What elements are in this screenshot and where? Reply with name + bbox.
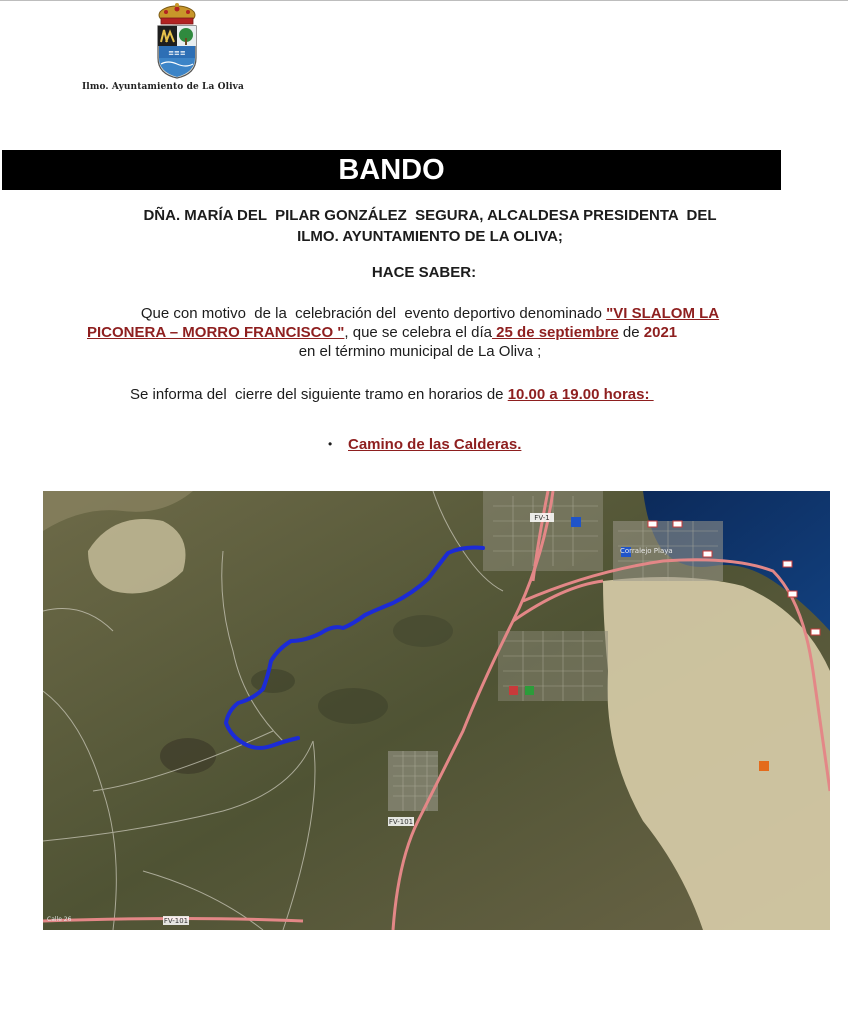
road-name: Camino de las Calderas.: [348, 436, 522, 453]
event-date: 25 de septiembre: [492, 324, 619, 341]
event-name-part-2: PICONERA – MORRO FRANCISCO ": [87, 324, 345, 341]
closure-hours: 10.00 a 19.00 horas:: [507, 386, 654, 403]
road-label-fv101b: FV-101: [163, 917, 189, 925]
org-name: Ilmo. Ayuntamiento de La Oliva: [82, 82, 244, 92]
event-name-part-1: "VI SLALOM LA: [606, 305, 720, 322]
volcano-crater: [251, 669, 295, 693]
top-border: [0, 0, 848, 1]
hace-saber: HACE SABER:: [371, 264, 477, 281]
town-label: Corralejo Playa: [620, 547, 673, 555]
paragraph-line-1: [70, 304, 790, 323]
route-map: [43, 491, 830, 930]
event-year: 2021: [643, 324, 678, 341]
para-de: de: [618, 324, 644, 341]
heading-line-2: ILMO. AYUNTAMIENTO DE LA OLIVA;: [297, 228, 563, 245]
poi-marker-icon: [525, 686, 534, 695]
town-area: [483, 491, 603, 571]
heading-line-1: DÑA. MARÍA DEL PILAR GONZÁLEZ SEGURA, ALCALDESA PRESIDENTA DEL: [143, 207, 717, 224]
hotel-marker-icon: [648, 521, 657, 527]
bullet-icon: •: [328, 437, 333, 451]
town-area: [388, 751, 438, 811]
para-mid: , que se celebra el día: [344, 324, 493, 341]
volcano-crater: [318, 688, 388, 724]
closure-text-row: [130, 386, 654, 403]
coat-of-arms-logo: [150, 2, 204, 80]
notice-heading: [60, 205, 800, 247]
svg-text:≡≡≡: ≡≡≡: [168, 49, 186, 57]
para-intro: Que con motivo de la celebración del evento deportivo denominado: [140, 305, 607, 322]
volcano-crater: [393, 615, 453, 647]
hotel-marker-icon: [783, 561, 792, 567]
paragraph-line-2: [70, 323, 790, 342]
notice-paragraph: [70, 304, 790, 361]
hotel-marker-icon: [673, 521, 682, 527]
hotel-marker-icon: [788, 591, 797, 597]
volcano-crater: [160, 738, 216, 774]
road-label-fv101: FV-101: [388, 818, 414, 826]
closure-text: Se informa del cierre del siguiente tramo en horarios de: [130, 386, 508, 403]
poi-marker-icon: [759, 761, 769, 771]
street-label: Calle 26: [47, 916, 72, 923]
poi-marker-icon: [571, 517, 581, 527]
hotel-marker-icon: [703, 551, 712, 557]
hotel-marker-icon: [811, 629, 820, 635]
road-list-item: [328, 436, 521, 453]
poi-marker-icon: [509, 686, 518, 695]
road-label-fv1: FV-1: [534, 514, 550, 522]
notice-title: BANDO: [2, 150, 781, 190]
paragraph-line-3: en el término municipal de La Oliva ;: [298, 343, 542, 360]
